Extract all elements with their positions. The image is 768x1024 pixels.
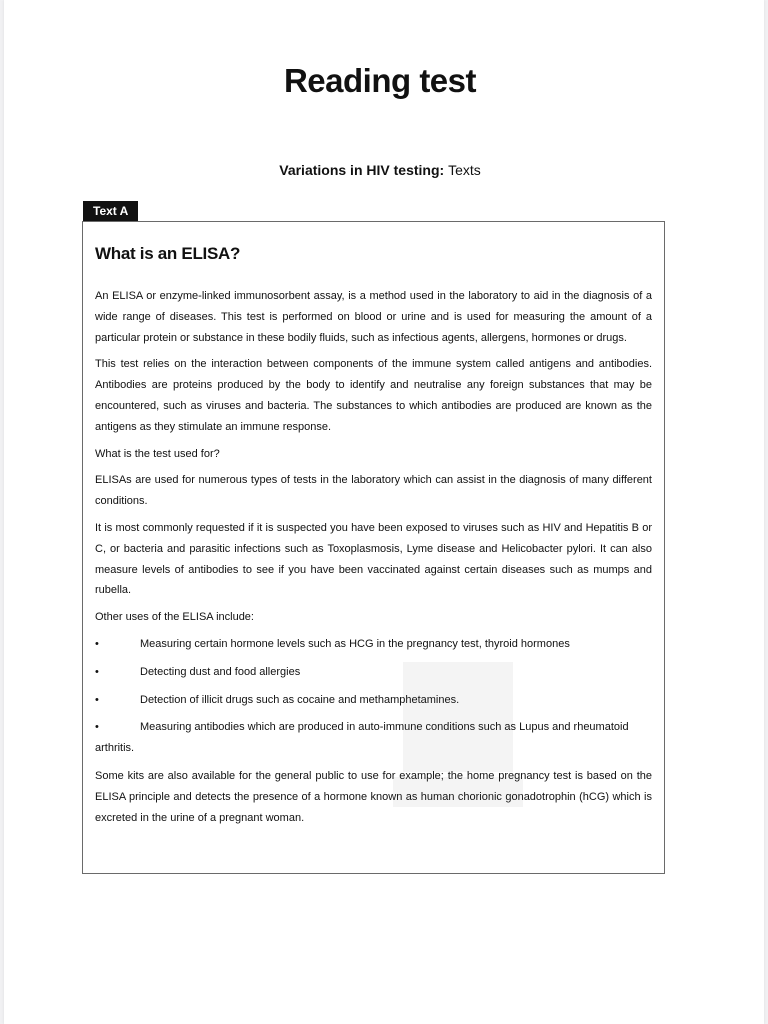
list-item-text: Detecting dust and food allergies [140, 665, 301, 678]
text-a-box [82, 221, 665, 874]
page-subtitle [4, 162, 756, 178]
paragraph-mechanism: This test relies on the interaction between components of the immune system called antigens and antibodies. Antibodies are proteins produced by the body to identify and neutralise any foreign substances that may be encountered, such as viruses and bacteria. The substances to which antibodies are produced are known as the antigens as they stimulate an immune response. [95, 358, 652, 433]
bullet-icon: • [95, 665, 99, 678]
paragraph-common-requests: It is most commonly requested if it is suspected you have been exposed to viruses such as HIV and Hepatitis B or C, or bacteria and parasitic infections such as Toxoplasmosis, Lyme disease and Helicobacter pylori. It can also measure levels of antibodies to see if you have been vaccinated against certain diseases such as mumps and rubella. [95, 521, 652, 597]
document-page [4, 0, 764, 1024]
subtitle-main: Variations in HIV testing: [279, 162, 445, 178]
paragraph-question: What is the test used for? [95, 447, 220, 460]
list-item [95, 662, 652, 683]
paragraph-closing: Some kits are also available for the general public to use for example; the home pregnancy test is based on the ELISA principle and detects the presence of a hormone known as human chorionic gonadotrophin (hCG) which is excreted in the urine of a pregnant woman. [95, 769, 652, 824]
text-a-tab-label: Text A [83, 201, 138, 221]
list-item-text: Detection of illicit drugs such as cocaine and methamphetamines. [140, 693, 460, 706]
paragraph-uses: ELISAs are used for numerous types of tests in the laboratory which can assist in the diagnosis of many different conditions. [95, 474, 652, 508]
bullet-icon: • [95, 721, 99, 734]
list-item [95, 717, 652, 759]
bullet-icon: • [95, 693, 99, 706]
page-title: Reading test [283, 62, 477, 99]
list-item-text: Measuring antibodies which are produced in auto-immune conditions such as Lupus and rheumatoid arthritis. [95, 721, 629, 755]
paragraph-other-uses-intro: Other uses of the ELISA include: [95, 611, 254, 624]
list-item [95, 690, 652, 711]
bullet-icon: • [95, 637, 99, 650]
paragraph-definition: An ELISA or enzyme-linked immunosorbent assay, is a method used in the laboratory to aid in the diagnosis of a wide range of diseases. This test is performed on blood or urine and is used for measuring the amount of a particular protein or substance in these bodily fluids, such as infectious agents, allergens, hormones or drugs. [95, 290, 652, 344]
subtitle-suffix: Texts [448, 162, 481, 178]
list-item [95, 634, 652, 655]
list-item-text: Measuring certain hormone levels such as HCG in the pregnancy test, thyroid hormones [140, 637, 570, 650]
text-a-heading: What is an ELISA? [95, 244, 241, 263]
